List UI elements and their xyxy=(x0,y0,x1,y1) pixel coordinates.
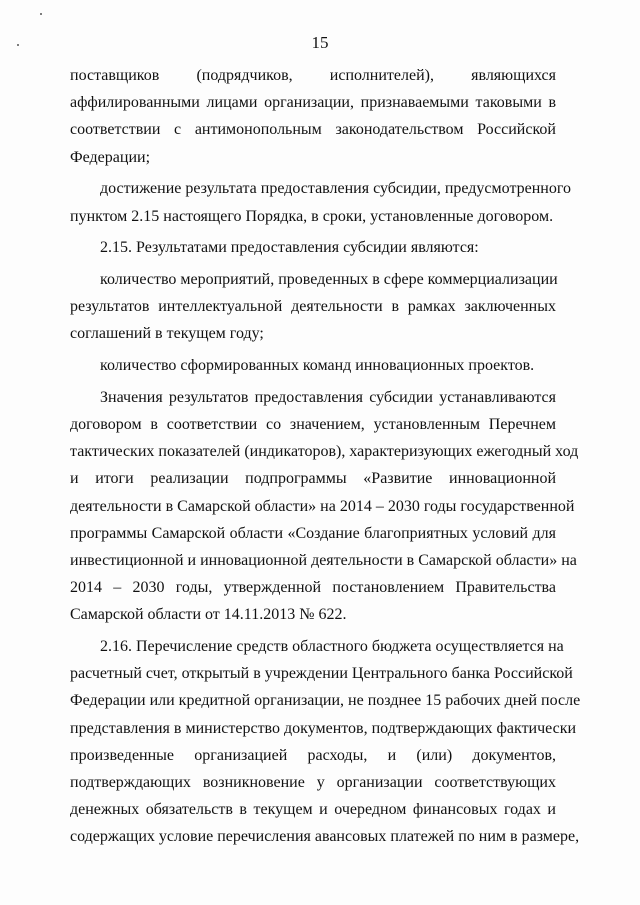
text-line: соответствии с антимонопольным законодательством Российской xyxy=(70,121,556,139)
text-line: 2.15. Результатами предоставления субсидии являются: xyxy=(100,239,479,257)
paragraph xyxy=(70,352,556,379)
text-line: деятельности в Самарской области» на 2014 – 2030 годы государственной xyxy=(70,497,575,515)
paragraph xyxy=(70,62,556,171)
text-line: денежных обязательств в текущем и очередном финансовых годах и xyxy=(70,801,556,819)
text-line: расчетный счет, открытый в учреждении Центрального банка Российской xyxy=(70,665,573,683)
text-line: представления в министерство документов, подтверждающих фактически xyxy=(70,719,577,737)
paragraph xyxy=(70,234,556,261)
text-line: 2.16. Перечисление средств областного бюджета осуществляется на xyxy=(100,638,564,656)
text-line: тактических показателей (индикаторов), характеризующих ежегодный ход xyxy=(70,443,579,461)
text-line: содержащих условие перечисления авансовых платежей по ним в размере, xyxy=(70,828,580,846)
text-line: количество сформированных команд инновационных проектов. xyxy=(100,357,535,375)
text-line: программы Самарской области «Создание благоприятных условий для xyxy=(70,524,556,542)
text-line: Значения результатов предоставления субсидии устанавливаются xyxy=(100,388,556,406)
text-line: результатов интеллектуальной деятельности в рамках заключенных xyxy=(70,298,556,316)
text-line: договором в соответствии со значением, установленным Перечнем xyxy=(70,415,556,433)
paragraph xyxy=(70,384,579,629)
text-line: пунктом 2.15 настоящего Порядка, в сроки, установленные договором. xyxy=(70,207,554,225)
paragraph xyxy=(70,633,581,851)
text-line: инвестиционной и инновационной деятельности в Самарской области» на xyxy=(70,551,577,569)
text-line: произведенные организацией расходы, и (или) документов, xyxy=(70,746,556,764)
paragraph xyxy=(70,175,572,229)
text-line: поставщиков (подрядчиков, исполнителей), являющихся xyxy=(70,67,556,84)
text-line: достижение результата предоставления субсидии, предусмотренного xyxy=(100,180,572,198)
text-line: подтверждающих возникновение у организации соответствующих xyxy=(70,774,556,792)
text-line: 2014 – 2030 годы, утвержденной постановлением Правительства xyxy=(70,579,556,597)
text-line: аффилированными лицами организации, признаваемыми таковыми в xyxy=(70,94,556,112)
text-line: и итоги реализации подпрограммы «Развитие инновационной xyxy=(70,470,556,488)
paragraph xyxy=(70,266,556,348)
scan-speck xyxy=(40,13,42,15)
text-line: Федерации или кредитной организации, не позднее 15 рабочих дней после xyxy=(70,692,581,710)
document-body xyxy=(70,62,581,851)
text-line: количество мероприятий, проведенных в сфере коммерциализации xyxy=(100,270,558,288)
text-line: соглашений в текущем году; xyxy=(70,325,264,343)
text-line: Федерации; xyxy=(70,148,151,166)
page-number: 15 xyxy=(311,33,329,52)
text-line: Самарской области от 14.11.2013 № 622. xyxy=(70,606,347,624)
